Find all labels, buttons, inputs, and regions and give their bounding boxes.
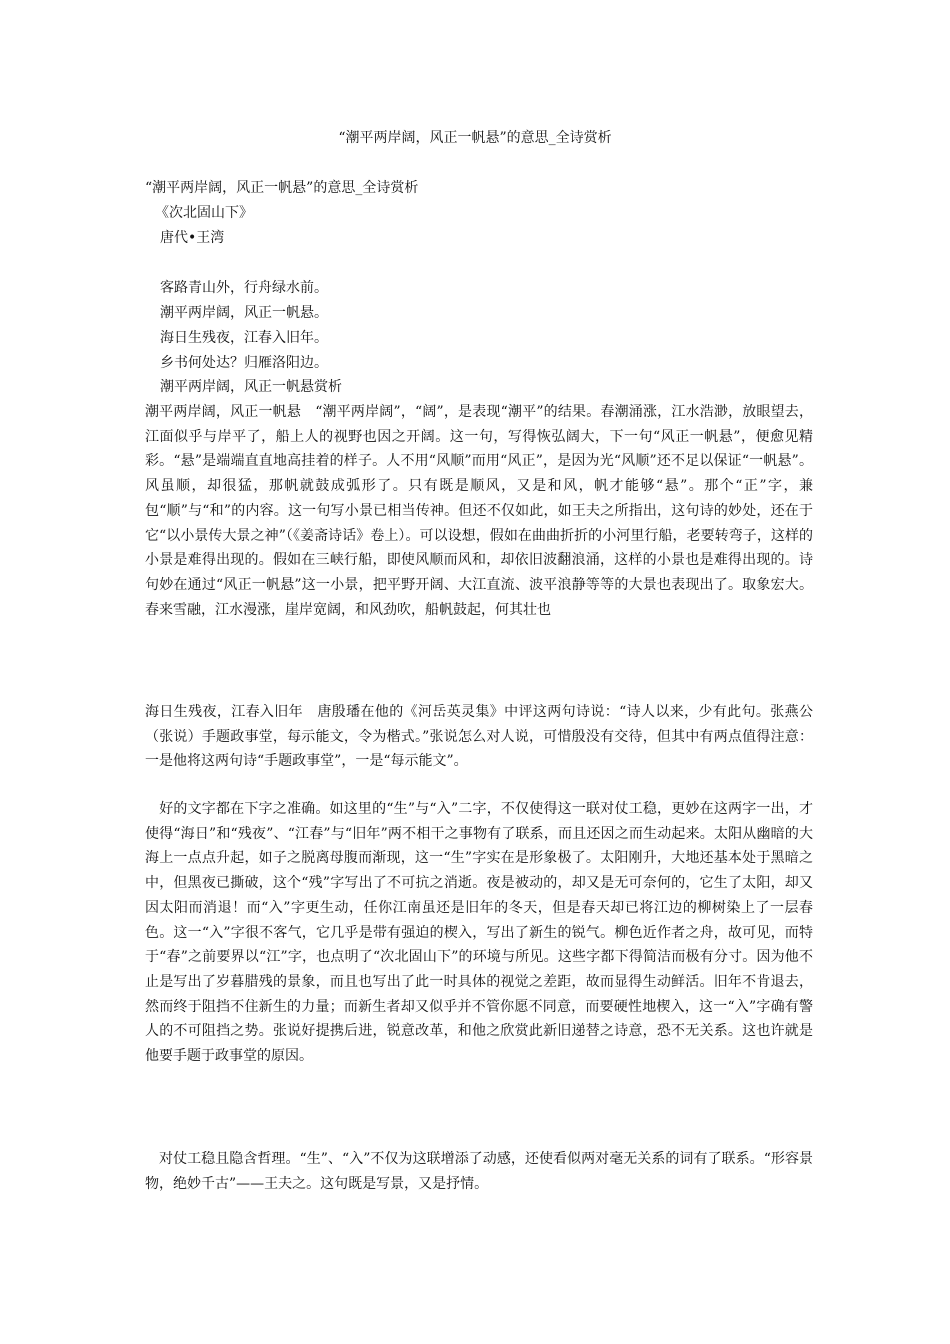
- analysis-paragraph: 对仗工稳且隐含哲理。“生”、“入”不仅为这联增添了动感，还使看似两对毫无关系的词有了联系。“形容景物，绝妙千古”——王夫之。这句既是写景，又是抒情。: [145, 1151, 813, 1192]
- analysis-paragraph: 好的文字都在下字之准确。如这里的“生”与“入”二字，不仅使得这一联对仗工稳，更妙在这两字一出，才使得“海日”和“残夜”、“江春”与“旧年”两不相干之事物有了联系，而且还因之而生动起来。太阳从幽暗的大海上一点点升起，如子之脱离母腹而渐现，这一“生”字实在是形象极了。太阳刚升，大地还基本处于黑暗之中，但黑夜已撕破，这个“残”字写出了不可抗之消逝。夜是被动的，却又是无可奈何的，它生了太阳，却又因太阳而消退！而“入”字更生动，任你江南虽还是旧年的冬天，但是春天却已将江边的柳树染上了一层春色。这一“入”字很不客气，它几乎是带有强迫的楔入，写出了新生的锐气。柳色近作者之舟，故可见，而特于“春”之前要界以“江”字，也点明了“次北固山下”的环境与所见。这些字都下得简洁而极有分寸。因为他不止是写出了岁暮腊残的景象，而且也写出了此一时具体的视觉之差距，故而显得生动鲜活。旧年不肯退去，然而终于阻挡不住新生的力量；而新生者却又似乎并不管你愿不同意，而要硬性地楔入，这一“入”字确有警人的不可阻挡之势。张说好提携后进，锐意改革，和他之欣赏此新旧递替之诗意，恐不无关系。这也许就是他要手题于政事堂的原因。: [145, 801, 813, 1065]
- document-header: “潮平两岸阔，风正一帆悬”的意思_全诗赏析: [145, 180, 419, 196]
- analysis-paragraph: 海日生残夜，江春入旧年 唐殷璠在他的《河岳英灵集》中评这两句诗说：“诗人以来，少有此句。张燕公（张说）手题政事堂，每示能文，令为楷式。”张说怎么对人说，可惜殷没有交待，但其中有两点值得注意：一是他将这两句诗“手题政事堂”，一是“每示能文”。: [145, 704, 813, 770]
- poem-verse: 客路青山外，行舟绿水前。: [160, 280, 328, 296]
- poem-title: 《次北固山下》: [155, 205, 253, 221]
- poem-verse: 海日生残夜，江春入旧年。: [160, 330, 328, 346]
- section-heading: 潮平两岸阔，风正一帆悬赏析: [160, 379, 342, 395]
- poem-verse: 潮平两岸阔，风正一帆悬。: [160, 305, 328, 321]
- document-title: “潮平两岸阔，风正一帆悬”的意思_全诗赏析: [338, 130, 612, 146]
- poem-verse: 乡书何处达？归雁洛阳边。: [160, 355, 328, 371]
- analysis-paragraph: 潮平两岸阔，风正一帆悬 “潮平两岸阔”，“阔”，是表现“潮平”的结果。春潮涌涨，江水浩渺，放眼望去，江面似乎与岸平了，船上人的视野也因之开阔。这一句，写得恢弘阔大，下一句“风正一帆悬”，便愈见精彩。“悬”是端端直直地高挂着的样子。人不用“风顺”而用“风正”，是因为光“风顺”还不足以保证“一帆悬”。风虽顺，却很猛，那帆就鼓成弧形了。只有既是顺风，又是和风，帆才能够“悬”。那个“正”字，兼包“顺”与“和”的内容。这一句写小景已相当传神。但还不仅如此，如王夫之所指出，这句诗的妙处，还在于它“以小景传大景之神”（《姜斋诗话》卷上）。可以设想，假如在曲曲折折的小河里行船，老要转弯子，这样的小景是难得出现的。假如在三峡行船，即使风顺而风和，却依旧波翻浪涌，这样的小景也是难得出现的。诗句妙在通过“风正一帆悬”这一小景，把平野开阔、大江直流、波平浪静等等的大景也表现出了。取象宏大。春来雪融，江水漫涨，崖岸宽阔，和风劲吹，船帆鼓起，何其壮也: [145, 404, 813, 618]
- poem-author: 唐代•王湾: [160, 230, 225, 246]
